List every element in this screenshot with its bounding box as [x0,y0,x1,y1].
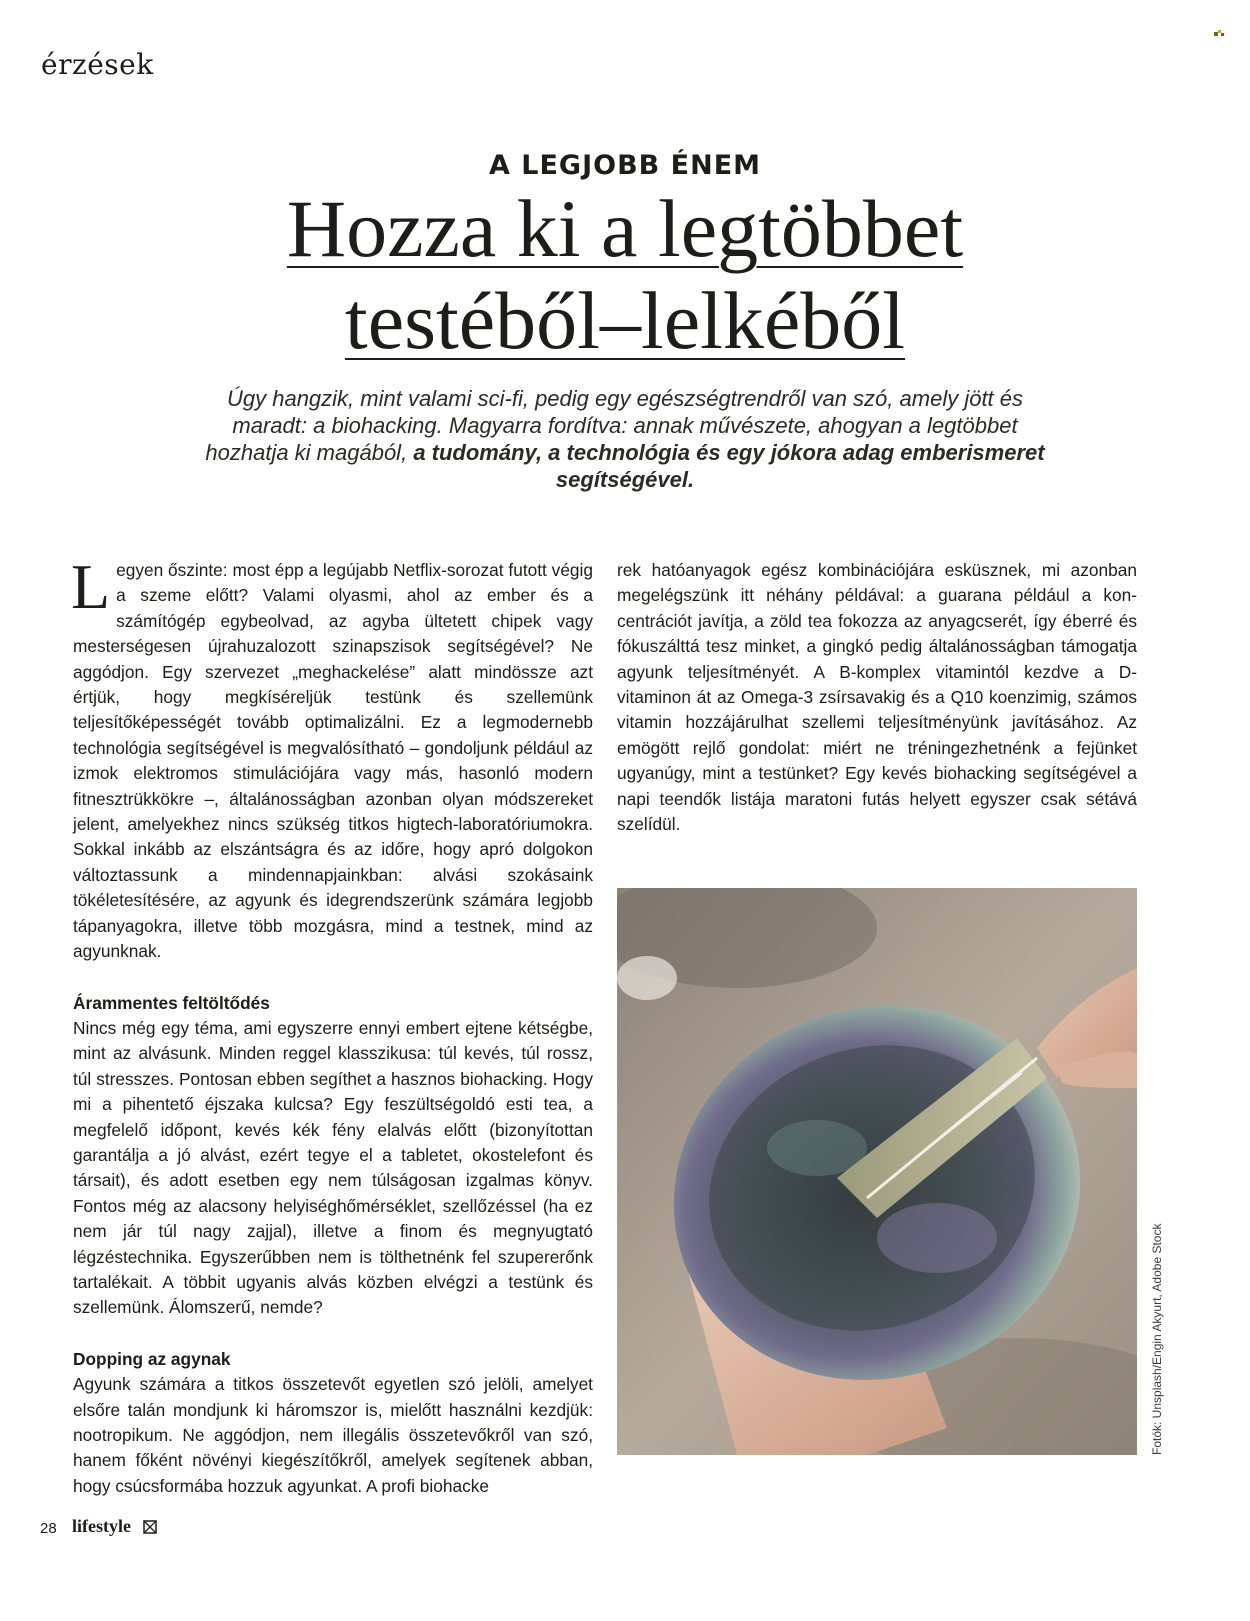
photo-credit: Fotók: Unsplash/Engin Akyurt, Adobe Stock [1150,1223,1164,1455]
headline-line-1 [0,183,1250,275]
paragraph-sleep: Nincs még egy téma, ami egyszerre ennyi embert ejtene kétségbe, mint az alvásunk. Minden reggel klasszikusa: túl kevés, túl rossz, túl stresszes. Pontosan ebben segíthet a hasznos biohacking. Hogy mi a pihentető éjszaka kulcsa? Egy feszültségoldó esti tea, a megfelelő időpont, kevés kék fény elalvás előtt (bizonyítottan garantálja a jó alvást, ezért tegye el a tabletet, okostelefont és társait), és adott esetben egy nem túlságosan izgalmas könyv. Fontos még az alacsony helyiséghőmérséklet, szellőzéssel (ha ez nem jár túl nagy zajjal), illetve a finom és megnyugtató légzéstechnika. Egyszerűbben nem is tölthetnénk fel szupererőnk tartalékait. A többit ugyanis alvás közben elvégzi a testünk és szellemünk. Álomszerű, nemde? [73,1017,593,1318]
paragraph-brain: Agyunk számára a titkos összetevőt egyetlen szó jelöli, amelyet elsőre talán mondjunk ki háromszor is, mielőtt használni kezdjük: nootropikum. Ne aggódjon, nem illegális összetevőkről van szó, hanem főként növényi kiegészítőkről, amelyek segítenek abban, hogy csúcsformába hozzuk agyunkat. A profi biohacke [73,1374,593,1496]
lead-bold: a tudomány, a technológia és egy jókora adag emberismeret segítségével. [413,440,1045,492]
lifestyle-logo-icon [142,1519,158,1535]
page-number: 28 [40,1520,57,1537]
intro-text: egyen őszinte: most épp a legújabb Netflix-sorozat futott végig a szeme előtt? Valami olyasmi, ahol az ember és a számítógép egybeolvad, az agyba ültetett chipek vagy mesterségesen újrahuzalozott szinapszisok segítségével? Ne aggódjon. Egy szervezet „meghackelése” alatt mindössze azt értjük, hogy megkíséreljük testünk és szellemünk teljesítőképességét tovább optimalizálni. Ez a legmodernebb technológia segítségével is megvalósítható – gondoljunk például az izmok elektromos stimulációjára vagy más, hasonló modern fitnesztrükkökre –, általánosságban azonban olyan módszereket jelent, amelyekhez nincs szükség titkos higtech-laboratóriumokra. Sokkal inkább az elszántságra és az időre, hogy apró dolgokon változtassunk a mindennapjainkban: alvási szokásaink tökéletesítésére, az agyunk és idegrendszerünk számára legjobb tápanyagokra, illetve több mozgásra, mind a testnek, mind az agyunknak. [73,560,593,962]
headline-line-2 [0,275,1250,367]
subhead-sleep: Árammentes feltöltődés [73,992,270,1013]
lead-paragraph [200,385,1050,493]
column-right [617,558,1137,837]
article-photo [617,888,1137,1455]
intro-paragraph [71,551,593,965]
magazine-brand: lifestyle [72,1516,131,1536]
paragraph-right: rek hatóanyagok egész kombinációjára esküsznek, mi azonban megelégszünk itt néhány példával: a guarana például a koncentrációt javítja, a zöld tea fokozza az anyagcserét, így éberré és fókuszálttá tesz minket, a gingkó pedig általánosságban támogatja agyunk teljesítményét. A B-komplex vitamintól kezdve a D-vitaminon át az Omega-3 zsírsavakig és a Q10 koenzimig, számos vitamin hozzájárulhat szellemi teljesítményünk javításához. Az emögött rejlő gondolat: miért ne tréningezhetnénk a fejünket ugyanúgy, mint a testünket? Egy kevés biohacking segítségével a napi teendők listája maratoni futás helyett egyszer csak sétává szelídül. [617,560,1137,835]
headline-line-2-text: testéből–lelkéből [344,275,906,366]
subhead-brain: Dopping az agynak [73,1348,231,1369]
color-mark-icon [1214,30,1224,38]
column-left [71,551,593,1499]
headline-line-1-text: Hozza ki a legtöbbet [286,183,964,274]
drop-cap: L [71,551,111,622]
lead-italic: Úgy hangzik, mint valami sci-fi, pedig egy egészségtrendről van szó, amely jött és maradt: a biohacking. Magyarra fordítva: annak művészete, ahogyan a legtöbbet hozhatja ki magából, [205,386,1024,465]
photo-illustration [617,888,1137,1455]
article-kicker: A LEGJOBB ÉNEM [488,150,762,181]
section-label: érzések [41,48,154,81]
